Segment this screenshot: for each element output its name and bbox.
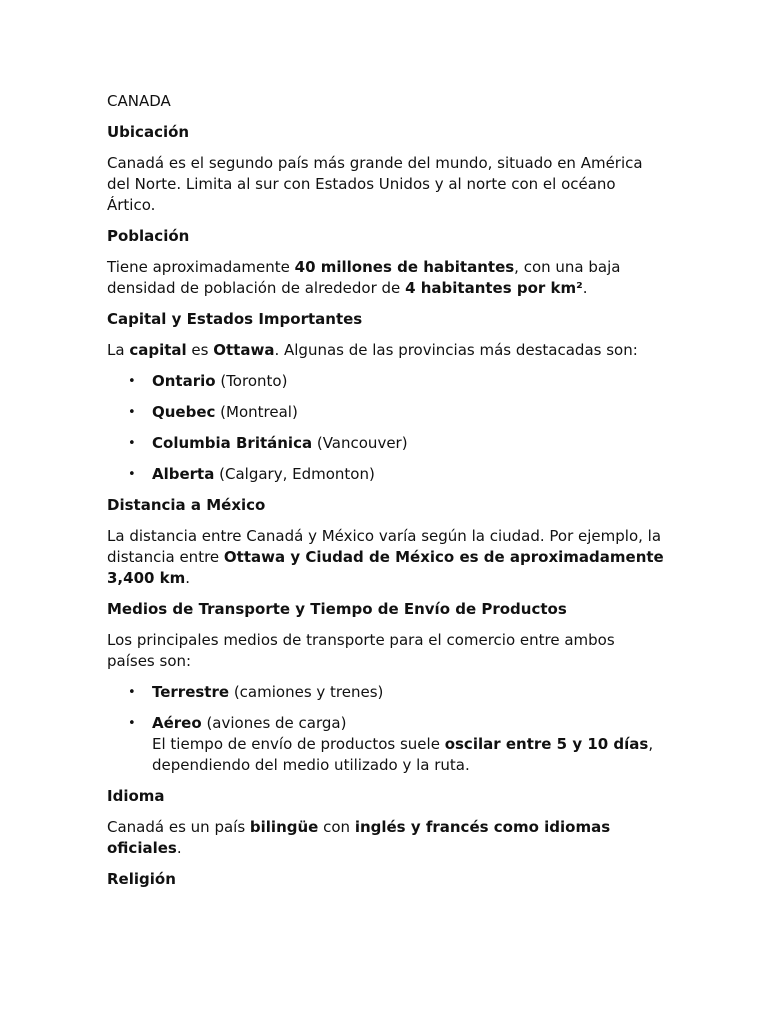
provinces-list	[107, 371, 667, 485]
text-segment: con	[318, 818, 355, 836]
text-segment: Tiene aproximadamente	[107, 258, 295, 276]
bold-bilingue: bilingüe	[249, 818, 319, 836]
bold-capital: capital	[129, 341, 187, 359]
text-segment: .	[185, 569, 191, 587]
bold-distancia: Ottawa y Ciudad de México es de aproximadamente 3,400 km	[107, 548, 664, 587]
paragraph-transporte: Los principales medios de transporte para el comercio entre ambos países son:	[107, 631, 615, 670]
province-name: Alberta	[152, 465, 215, 483]
text-segment: La	[107, 341, 130, 359]
transport-name: Terrestre	[152, 683, 230, 701]
heading-distancia: Distancia a México	[107, 496, 266, 514]
list-item-province	[152, 433, 667, 454]
paragraph-distancia	[107, 526, 667, 589]
transport-detail: (aviones de carga)	[201, 714, 347, 732]
text-segment: es	[186, 341, 214, 359]
bold-envio: oscilar entre 5 y 10 días	[444, 735, 649, 753]
province-name: Columbia Británica	[152, 434, 313, 452]
transport-name: Aéreo	[152, 714, 202, 732]
list-item-province	[152, 464, 667, 485]
province-cities: (Calgary, Edmonton)	[214, 465, 375, 483]
bold-ottawa: Ottawa	[213, 341, 275, 359]
text-segment: . Algunas de las provincias más destacadas son:	[274, 341, 638, 359]
paragraph-capital	[107, 340, 667, 361]
bold-habitantes: 40 millones de habitantes	[294, 258, 515, 276]
text-segment: .	[176, 839, 182, 857]
text-segment: La distancia entre Canadá y México varía según la ciudad. Por ejemplo, la distancia entre	[107, 527, 662, 566]
transport-detail: (camiones y trenes)	[229, 683, 384, 701]
heading-transporte: Medios de Transporte y Tiempo de Envío de Productos	[107, 600, 567, 618]
list-item-transport	[152, 682, 667, 703]
text-segment: Canadá es un país	[107, 818, 250, 836]
heading-ubicacion: Ubicación	[107, 123, 190, 141]
province-name: Quebec	[152, 403, 216, 421]
province-cities: (Toronto)	[215, 372, 288, 390]
document-body	[107, 91, 667, 900]
paragraph-poblacion	[107, 257, 667, 299]
document-title: CANADA	[107, 92, 171, 110]
paragraph-idioma	[107, 817, 667, 859]
heading-idioma: Idioma	[107, 787, 165, 805]
bold-idiomas: inglés y francés como idiomas oficiales	[107, 818, 611, 857]
list-item-province	[152, 402, 667, 423]
province-cities: (Vancouver)	[312, 434, 408, 452]
heading-poblacion: Población	[107, 227, 190, 245]
paragraph-ubicacion: Canadá es el segundo país más grande del mundo, situado en América del Norte. Limita al sur con Estados Unidos y al norte con el océano Ártico.	[107, 154, 643, 214]
transport-list	[107, 682, 667, 776]
province-cities: (Montreal)	[215, 403, 298, 421]
bold-densidad: 4 habitantes por km²	[405, 279, 583, 297]
list-item-transport	[152, 713, 667, 776]
text-segment: , con una baja densidad de población de alrededor de	[107, 258, 621, 297]
province-name: Ontario	[152, 372, 216, 390]
text-segment: El tiempo de envío de productos suele	[152, 735, 445, 753]
list-item-province	[152, 371, 667, 392]
text-segment: .	[582, 279, 588, 297]
heading-capital: Capital y Estados Importantes	[107, 310, 363, 328]
heading-religion: Religión	[107, 870, 176, 888]
text-segment: , dependiendo del medio utilizado y la ruta.	[152, 735, 654, 774]
